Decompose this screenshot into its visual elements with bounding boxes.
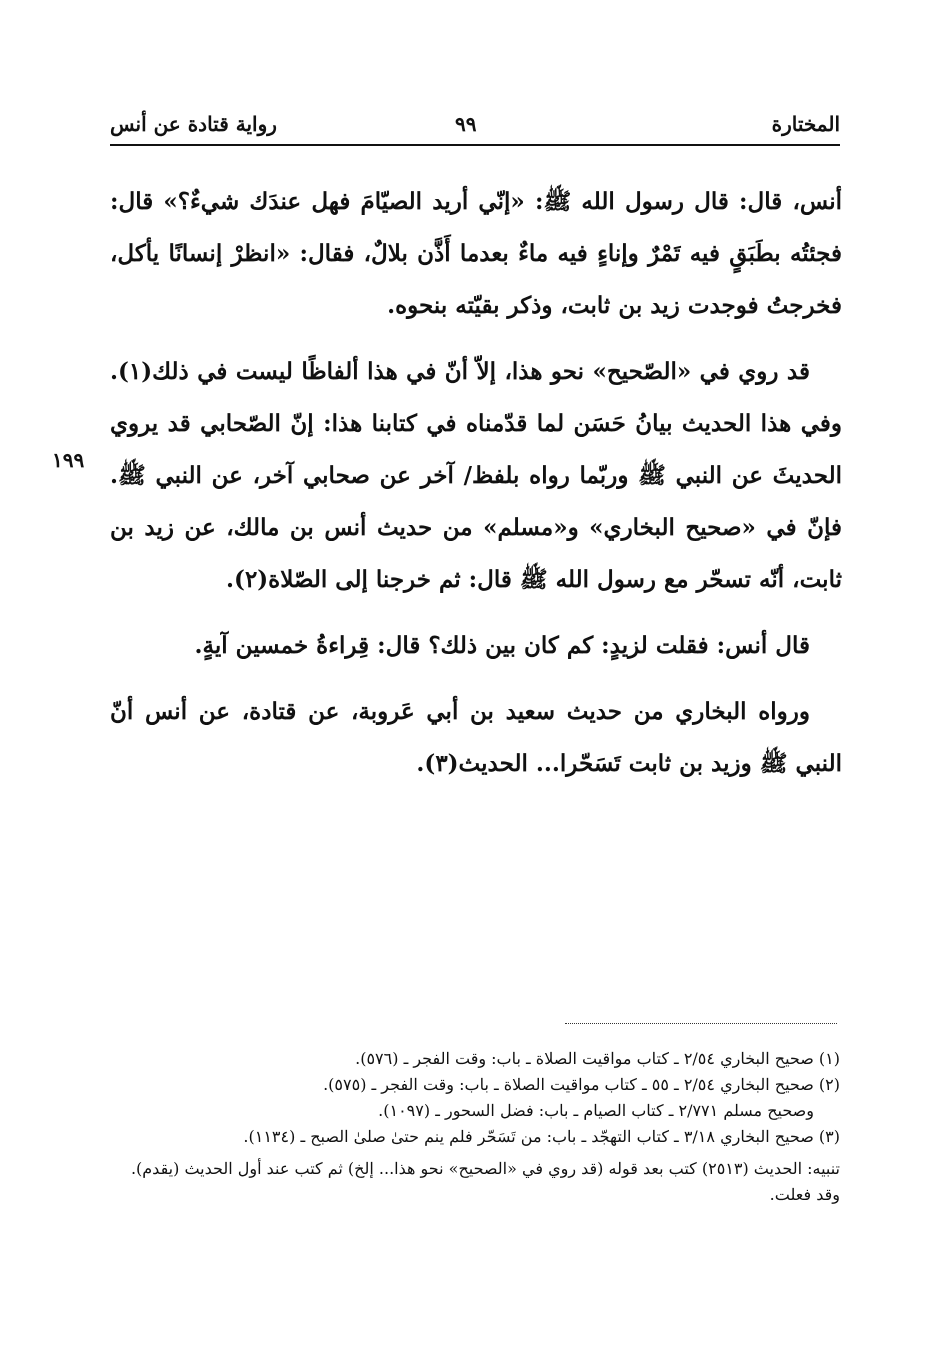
paragraph-3: قال أنس: فقلت لزيدٍ: كم كان بين ذلك؟ قال: قِراءةُ خمسين آيةٍ. — [194, 632, 810, 659]
footnotes — [118, 1046, 840, 1208]
footnote-1: (١) صحيح البخاري ٢/٥٤ ـ كتاب مواقيت الصلاة ـ باب: وقت الفجر ـ (٥٧٦). — [355, 1049, 840, 1068]
running-header — [110, 112, 840, 142]
paragraph-4: ورواه البخاري من حديث سعيد بن أبي عَروبة، عن قتادة، عن أنس أنّ النبي ﷺ وزيد بن ثابت تَسَحّرا... الحديث(٣). — [110, 698, 842, 777]
footnote-3: (٣) صحيح البخاري ٣/١٨ ـ كتاب التهجّد ـ باب: من تَسَحّر فلم ينم حتىٰ صلىٰ الصبح ـ (١١٣٤). — [243, 1127, 840, 1146]
paragraph-2: قد روي في «الصّحيح» نحو هذا، إلاّ أنّ في هذا ألفاظًا ليست في ذلك(١). وفي هذا الحديث بيانُ حَسَن لما قدّمناه في كتابنا هذا: إنّ الصّحابي قد يروي الحديثَ عن النبي ﷺ وربّما رواه بلفظ/ آخر عن صحابي آخر، عن النبي ﷺ. فإنّ في «صحيح البخاري» و«مسلم» من حديث أنس بن مالك، عن زيد بن ثابت، أنّه تسحّر مع رسول الله ﷺ قال: ثم خرجنا إلى الصّلاة(٢). — [110, 358, 842, 593]
header-divider — [110, 144, 840, 146]
header-chapter-title: رواية قتادة عن أنس — [110, 112, 277, 136]
main-text — [110, 176, 842, 804]
editor-note: تنبيه: الحديث (٢٥١٣) كتب بعد قوله (قد روي في «الصحيح» نحو هذا... إلخ) ثم كتب عند أول الحديث (يقدم). وقد فعلت. — [130, 1159, 840, 1204]
manuscript-folio-number: ١٩٩ — [52, 448, 85, 472]
header-page-number: ٩٩ — [455, 112, 477, 136]
header-book-title: المختارة — [771, 112, 840, 136]
paragraph-1: أنس، قال: قال رسول الله ﷺ: «إنّي أريد الصيّامَ فهل عندَك شيءٌ؟» قال: فجئتُه بطَبَقٍ فيه تَمْرٌ وإناءٍ فيه ماءٌ بعدما أَذَّن بلالٌ، فقال: «انظرْ إنسانًا يأكل، فخرجتُ فوجدت زيد بن ثابت، وذكر بقيّته بنحوه. — [110, 188, 842, 319]
footnote-divider — [565, 1023, 837, 1024]
footnote-2-continuation: وصحيح مسلم ٢/٧٧١ ـ كتاب الصيام ـ باب: فضل السحور ـ (١٠٩٧). — [378, 1101, 814, 1120]
footnote-2: (٢) صحيح البخاري ٢/٥٤ ـ ٥٥ ـ كتاب مواقيت الصلاة ـ باب: وقت الفجر ـ (٥٧٥). — [323, 1075, 840, 1094]
